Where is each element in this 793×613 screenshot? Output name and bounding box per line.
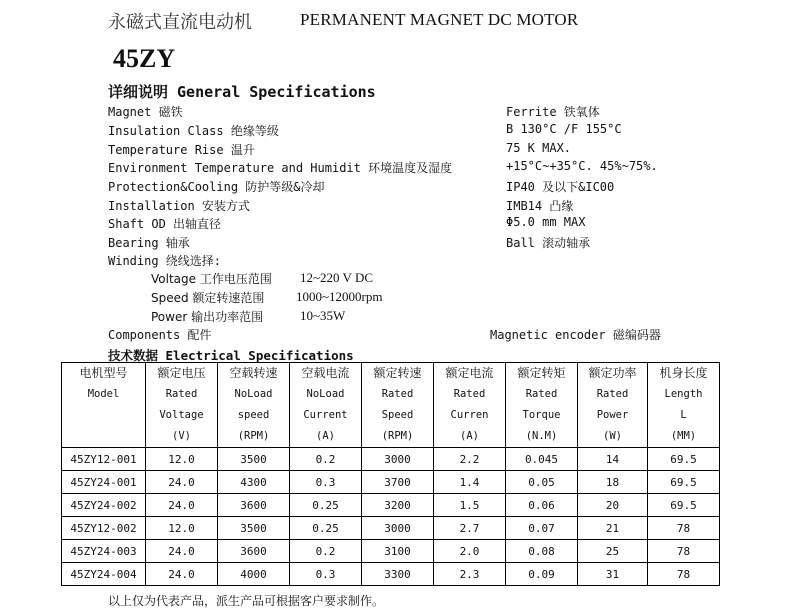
winding-value-item: 12~220 V DC <box>300 270 374 285</box>
column-header-en2: Curren <box>450 409 489 421</box>
spec-label: Shaft OD 出轴直径 <box>108 217 222 231</box>
winding-value-item: 10~35W <box>300 308 346 323</box>
table-cell: 69.5 <box>648 494 720 517</box>
table-cell: 4000 <box>218 563 290 586</box>
column-header <box>434 363 506 448</box>
column-header-en1: NoLoad <box>306 388 345 400</box>
table-cell: 1.5 <box>434 494 506 517</box>
title-chinese: 永磁式直流电动机 <box>108 12 252 33</box>
model-number: 45ZY <box>113 44 176 73</box>
column-header <box>578 363 648 448</box>
table-cell: 3000 <box>362 448 434 471</box>
spec-label: Installation 安装方式 <box>108 199 250 213</box>
table-cell: 0.2 <box>290 540 362 563</box>
table-cell: 18 <box>578 471 648 494</box>
table-cell: 2.3 <box>434 563 506 586</box>
table-cell: 12.0 <box>146 517 218 540</box>
column-header-en1: Rated <box>381 388 414 400</box>
table-cell: 2.7 <box>434 517 506 540</box>
column-header-en2: Voltage <box>159 409 204 421</box>
column-header <box>506 363 578 448</box>
spec-label: Magnet 磁铁 <box>108 105 183 119</box>
electrical-specs-heading: 技术数据 Electrical Specifications <box>108 348 354 363</box>
table-cell: 2.2 <box>434 448 506 471</box>
table-cell: 12.0 <box>146 448 218 471</box>
spec-value: Ferrite 铁氧体 <box>506 105 600 119</box>
components-value: Magnetic encoder 磁编码器 <box>490 328 661 342</box>
column-header-cn: 额定功率 <box>588 366 637 380</box>
column-header-unit: (V) <box>172 430 191 442</box>
column-header-cn: 额定电流 <box>445 366 494 380</box>
column-header-en2: Current <box>303 409 348 421</box>
column-header <box>648 363 720 448</box>
table-cell: 0.3 <box>290 563 362 586</box>
column-header-unit <box>62 426 145 447</box>
table-cell: 3600 <box>218 540 290 563</box>
column-header-en2 <box>62 405 145 426</box>
table-cell: 0.25 <box>290 494 362 517</box>
column-header <box>362 363 434 448</box>
column-header-en2: Speed <box>381 409 414 421</box>
table-cell: 0.08 <box>506 540 578 563</box>
column-header-en2: L <box>680 409 687 421</box>
table-cell: 3700 <box>362 471 434 494</box>
general-specs-heading: 详细说明 General Specifications <box>108 83 376 101</box>
table-row <box>62 471 720 494</box>
footnote: 以上仅为代表产品，派生产品可根据客户要求制作。 <box>108 594 385 608</box>
column-header <box>146 363 218 448</box>
column-header-unit: (N.M) <box>525 430 558 442</box>
table-cell: 3500 <box>218 517 290 540</box>
column-header-en1: Rated <box>165 388 198 400</box>
spec-label: Bearing 轴承 <box>108 236 190 250</box>
table-cell: 24.0 <box>146 471 218 494</box>
column-header-unit: (RPM) <box>381 430 414 442</box>
column-header-cn: 空载电流 <box>301 366 350 380</box>
spec-label: Insulation Class 绝缘等级 <box>108 124 279 138</box>
spec-value: IMB14 凸缘 <box>506 199 574 213</box>
title-english: PERMANENT MAGNET DC MOTOR <box>300 10 579 29</box>
column-header-unit: (MM) <box>670 430 697 442</box>
winding-label-item: Power 输出功率范围 <box>151 310 264 324</box>
winding-value-item: 1000~12000rpm <box>296 289 383 304</box>
column-header-cn: 电机型号 <box>79 366 128 380</box>
table-cell: 2.0 <box>434 540 506 563</box>
table-cell: 21 <box>578 517 648 540</box>
table-cell: 78 <box>648 563 720 586</box>
table-cell: 3200 <box>362 494 434 517</box>
table-cell: 0.07 <box>506 517 578 540</box>
table-cell: 45ZY24-004 <box>62 563 146 586</box>
spec-value: Ball 滚动轴承 <box>506 236 591 250</box>
electrical-specs-table <box>61 362 720 586</box>
table-cell: 0.2 <box>290 448 362 471</box>
table-cell: 0.06 <box>506 494 578 517</box>
column-header-en1: Length <box>664 388 703 400</box>
column-header-en1: Rated <box>453 388 486 400</box>
table-cell: 3500 <box>218 448 290 471</box>
column-header <box>290 363 362 448</box>
table-cell: 45ZY12-001 <box>62 448 146 471</box>
table-cell: 24.0 <box>146 540 218 563</box>
table-row <box>62 517 720 540</box>
table-cell: 31 <box>578 563 648 586</box>
table-cell: 4300 <box>218 471 290 494</box>
table-cell: 0.045 <box>506 448 578 471</box>
spec-value: B 130°C /F 155°C <box>506 122 622 136</box>
column-header-unit: (A) <box>460 430 479 442</box>
column-header <box>218 363 290 448</box>
column-header-unit: (W) <box>603 430 622 442</box>
table-cell: 14 <box>578 448 648 471</box>
spec-value: +15°C~+35°C. 45%~75%. <box>506 159 658 173</box>
column-header-cn: 额定转矩 <box>517 366 566 380</box>
table-cell: 78 <box>648 540 720 563</box>
spec-label: Protection&Cooling 防护等级&冷却 <box>108 180 325 194</box>
column-header <box>62 363 146 448</box>
spec-value: IP40 及以下&IC00 <box>506 180 615 194</box>
column-header-en1: Rated <box>525 388 558 400</box>
column-header-en2: speed <box>237 409 270 421</box>
column-header-en1: NoLoad <box>234 388 273 400</box>
table-cell: 0.09 <box>506 563 578 586</box>
table-cell: 3300 <box>362 563 434 586</box>
table-cell: 69.5 <box>648 448 720 471</box>
table-cell: 24.0 <box>146 494 218 517</box>
winding-label-item: Speed 额定转速范围 <box>151 291 265 305</box>
table-row <box>62 494 720 517</box>
column-header-en1: Model <box>87 388 120 400</box>
column-header-en2: Power <box>596 409 629 421</box>
winding-label-item: Voltage 工作电压范围 <box>151 272 272 286</box>
spec-label: Environment Temperature and Humidit 环境温度及湿度 <box>108 161 453 175</box>
column-header-cn: 额定电压 <box>157 366 206 380</box>
table-cell: 0.05 <box>506 471 578 494</box>
table-row <box>62 448 720 471</box>
column-header-unit: (RPM) <box>237 430 270 442</box>
table-cell: 25 <box>578 540 648 563</box>
table-cell: 0.25 <box>290 517 362 540</box>
table-cell: 78 <box>648 517 720 540</box>
column-header-cn: 机身长度 <box>659 366 708 380</box>
table-row <box>62 540 720 563</box>
spec-label: Temperature Rise 温升 <box>108 143 255 157</box>
winding-label: Winding 绕线选择: <box>108 254 222 268</box>
table-cell: 0.3 <box>290 471 362 494</box>
spec-value: Φ5.0 mm MAX <box>506 215 586 229</box>
column-header-en1: Rated <box>596 388 629 400</box>
table-cell: 69.5 <box>648 471 720 494</box>
spec-value: 75 K MAX. <box>506 141 572 155</box>
table-row <box>62 563 720 586</box>
table-cell: 20 <box>578 494 648 517</box>
table-cell: 3000 <box>362 517 434 540</box>
table-header-row <box>62 363 720 448</box>
table-cell: 45ZY24-002 <box>62 494 146 517</box>
table-cell: 24.0 <box>146 563 218 586</box>
table-cell: 45ZY12-002 <box>62 517 146 540</box>
table-cell: 1.4 <box>434 471 506 494</box>
table-cell: 3100 <box>362 540 434 563</box>
table-cell: 45ZY24-001 <box>62 471 146 494</box>
column-header-cn: 额定转速 <box>373 366 422 380</box>
column-header-unit: (A) <box>316 430 335 442</box>
components-label: Components 配件 <box>108 328 212 342</box>
table-cell: 3600 <box>218 494 290 517</box>
column-header-cn: 空载转速 <box>229 366 278 380</box>
column-header-en2: Torque <box>522 409 561 421</box>
table-cell: 45ZY24-003 <box>62 540 146 563</box>
